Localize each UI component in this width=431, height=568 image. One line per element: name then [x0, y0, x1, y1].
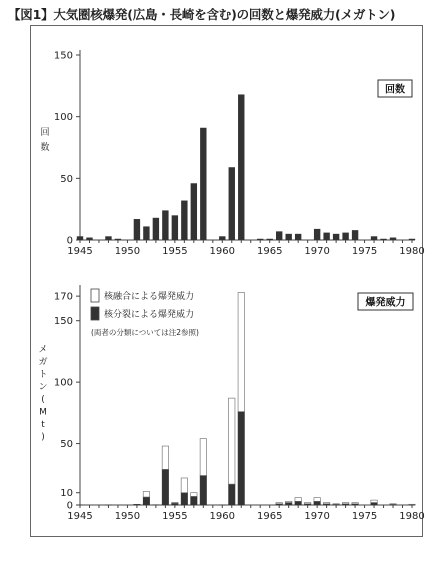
fusion-bar — [181, 478, 187, 493]
x-tick-label: 1950 — [114, 246, 141, 257]
fusion-bar — [323, 503, 329, 504]
fission-bar — [229, 484, 235, 505]
fusion-bar — [342, 503, 348, 504]
yield-ylabel-char: メ — [38, 345, 48, 355]
fusion-bar — [304, 503, 310, 504]
x-tick-label: 1950 — [114, 511, 141, 522]
fission-bar — [134, 504, 140, 505]
x-tick-label: 1945 — [67, 246, 93, 257]
x-tick-label: 1970 — [304, 511, 330, 522]
legend-fusion-swatch — [91, 289, 99, 302]
fission-bar — [162, 469, 168, 505]
fission-bar — [314, 501, 320, 505]
legend-note: (両者の分類については注2参照) — [91, 328, 199, 337]
fission-bar — [181, 493, 187, 505]
count-bar — [390, 238, 396, 240]
y-tick-label: 0 — [66, 500, 73, 512]
x-tick-label: 1980 — [399, 511, 425, 522]
figure-title: 【図1】大気圏核爆発(広島・長崎を含む)の回数と爆発威力(メガトン) — [8, 7, 396, 22]
fusion-bar — [276, 503, 282, 504]
count-bar — [285, 234, 291, 240]
count-bar — [371, 236, 377, 240]
count-bar — [257, 239, 263, 240]
fission-bar — [238, 412, 244, 505]
x-tick-label: 1965 — [256, 511, 283, 522]
count-ylabel-char: 回 — [40, 128, 50, 138]
count-bar — [77, 236, 83, 240]
yield-ylabel-char: ガ — [38, 357, 48, 368]
y-tick-label: 0 — [66, 235, 73, 247]
fusion-bar — [295, 498, 301, 502]
count-title: 回数 — [385, 84, 405, 96]
yield-ylabel-char: ト — [38, 370, 48, 380]
count-bar — [134, 219, 140, 240]
count-bar — [181, 201, 187, 240]
count-bar — [333, 234, 339, 240]
legend-fission-swatch — [91, 307, 99, 320]
count-ylabel-char: 数 — [40, 143, 50, 153]
yield-ylabel-char: ) — [41, 432, 45, 443]
fission-bar — [143, 497, 149, 505]
fusion-bar — [200, 439, 206, 476]
fusion-bar — [285, 501, 291, 502]
count-bar — [219, 236, 225, 240]
fusion-bar — [162, 446, 168, 469]
count-bar — [380, 239, 386, 240]
x-tick-label: 1975 — [351, 246, 378, 257]
count-bar — [295, 234, 301, 240]
count-bar — [115, 239, 121, 240]
y-tick-label: 50 — [60, 173, 73, 185]
count-bar — [86, 238, 92, 240]
count-bar — [238, 94, 244, 240]
count-bar — [105, 236, 111, 240]
yield-ylabel-char: M — [39, 407, 47, 418]
fusion-bar — [333, 504, 339, 505]
count-bar — [162, 210, 168, 240]
fusion-bar — [371, 500, 377, 502]
y-tick-label: 150 — [53, 50, 73, 62]
x-tick-label: 1980 — [399, 246, 425, 257]
x-tick-label: 1970 — [304, 246, 330, 257]
legend-fission-label: 核分裂による爆発威力 — [104, 310, 195, 320]
count-bar — [143, 226, 149, 240]
x-tick-label: 1945 — [67, 511, 93, 522]
count-bar — [276, 231, 282, 240]
fusion-bar — [390, 504, 396, 505]
fusion-bar — [314, 498, 320, 502]
fusion-bar — [352, 503, 358, 504]
count-bar — [267, 239, 273, 240]
x-tick-label: 1960 — [209, 511, 236, 522]
count-bar — [153, 218, 159, 240]
y-tick-label: 100 — [53, 377, 73, 389]
yield-ylabel-char: ン — [38, 382, 48, 393]
count-bar — [342, 233, 348, 240]
fission-bar — [191, 496, 197, 505]
count-bar — [409, 239, 415, 240]
yield-ylabel-char: t — [41, 420, 45, 430]
y-tick-label: 150 — [53, 316, 73, 328]
fission-bar — [371, 503, 377, 505]
x-tick-label: 1975 — [351, 511, 378, 522]
count-bar — [191, 183, 197, 240]
fission-bar — [200, 476, 206, 505]
fusion-bar — [229, 398, 235, 484]
count-bar — [172, 215, 178, 240]
fission-bar — [285, 503, 291, 505]
yield-ylabel-char: ( — [41, 395, 45, 405]
count-bar — [352, 230, 358, 240]
y-tick-label: 10 — [60, 488, 73, 500]
legend-fusion-label: 核融合による爆発威力 — [104, 292, 195, 302]
fusion-bar — [143, 491, 149, 497]
y-tick-label: 170 — [53, 291, 73, 303]
x-tick-label: 1965 — [256, 246, 283, 257]
fission-bar — [295, 501, 301, 505]
y-tick-label: 50 — [60, 439, 73, 451]
fusion-bar — [191, 493, 197, 497]
fusion-bar — [172, 503, 178, 504]
x-tick-label: 1955 — [162, 511, 188, 522]
x-tick-label: 1955 — [162, 246, 188, 257]
x-tick-label: 1960 — [209, 246, 236, 257]
y-tick-label: 100 — [53, 112, 73, 124]
count-bar — [323, 233, 329, 240]
yield-title: 爆発威力 — [365, 297, 406, 309]
count-bar — [314, 229, 320, 240]
count-bar — [229, 167, 235, 240]
count-bar — [200, 128, 206, 240]
fusion-bar — [238, 292, 244, 411]
